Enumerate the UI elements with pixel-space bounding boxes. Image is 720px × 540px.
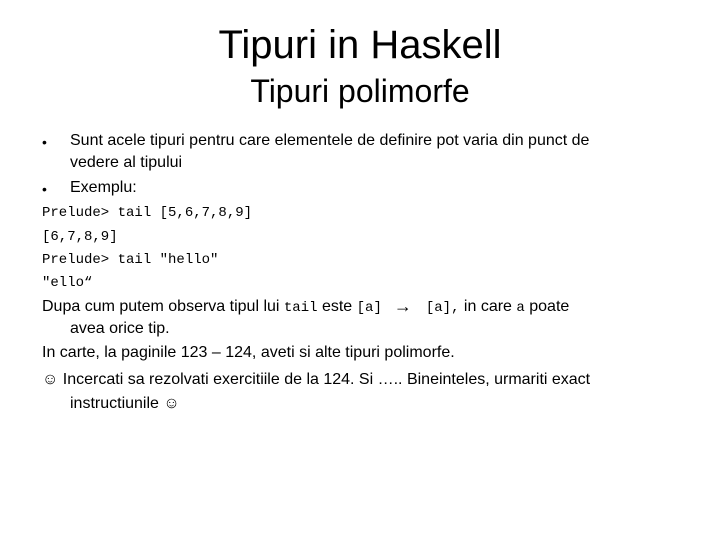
bullet-2-marker: • <box>42 181 47 197</box>
paragraph-1-line-2: avea orice tip. <box>70 320 170 337</box>
code-line-2: [6,7,8,9] <box>42 229 118 245</box>
slide-subtitle: Tipuri polimorfe <box>250 73 470 109</box>
paragraph-1-text-1: Dupa cum putem observa tipul lui <box>42 298 284 315</box>
paragraph-1-line-1 <box>42 294 569 319</box>
paragraph-3-text: Incercati sa rezolvati exercitiile de la 124. Si ….. Bineinteles, urmariti exact <box>58 371 591 388</box>
bullet-2-line-1: Exemplu: <box>70 179 137 196</box>
smiley-icon-2: ☺ <box>163 395 180 412</box>
paragraph-1-text-3: in care <box>459 298 517 315</box>
code-line-3: Prelude> tail "hello" <box>42 252 219 268</box>
bullet-1-marker: • <box>42 134 47 150</box>
paragraph-2: In carte, la paginile 123 – 124, aveti si alte tipuri polimorfe. <box>42 344 455 361</box>
code-list-a-result: [a], <box>425 300 460 316</box>
code-line-1: Prelude> tail [5,6,7,8,9] <box>42 205 253 221</box>
slide-title: Tipuri in Haskell <box>218 23 502 67</box>
arrow-icon: → <box>393 296 412 316</box>
code-list-a: [a] <box>356 300 382 316</box>
bullet-1-line-2: vedere al tipului <box>70 154 183 171</box>
paragraph-3-line-2 <box>70 393 180 415</box>
smiley-icon: ☺ <box>42 371 59 388</box>
bullet-1-line-1: Sunt acele tipuri pentru care elementele de definire pot varia din punct de <box>70 132 590 149</box>
paragraph-1-text-4: poate <box>524 298 570 315</box>
code-line-4: "ello“ <box>42 275 93 291</box>
code-tail: tail <box>283 300 318 316</box>
paragraph-1-text-2: este <box>317 298 357 315</box>
paragraph-3-text-2: instructiunile <box>70 395 164 412</box>
code-a: a <box>516 300 525 316</box>
paragraph-3-line-1 <box>42 369 590 391</box>
